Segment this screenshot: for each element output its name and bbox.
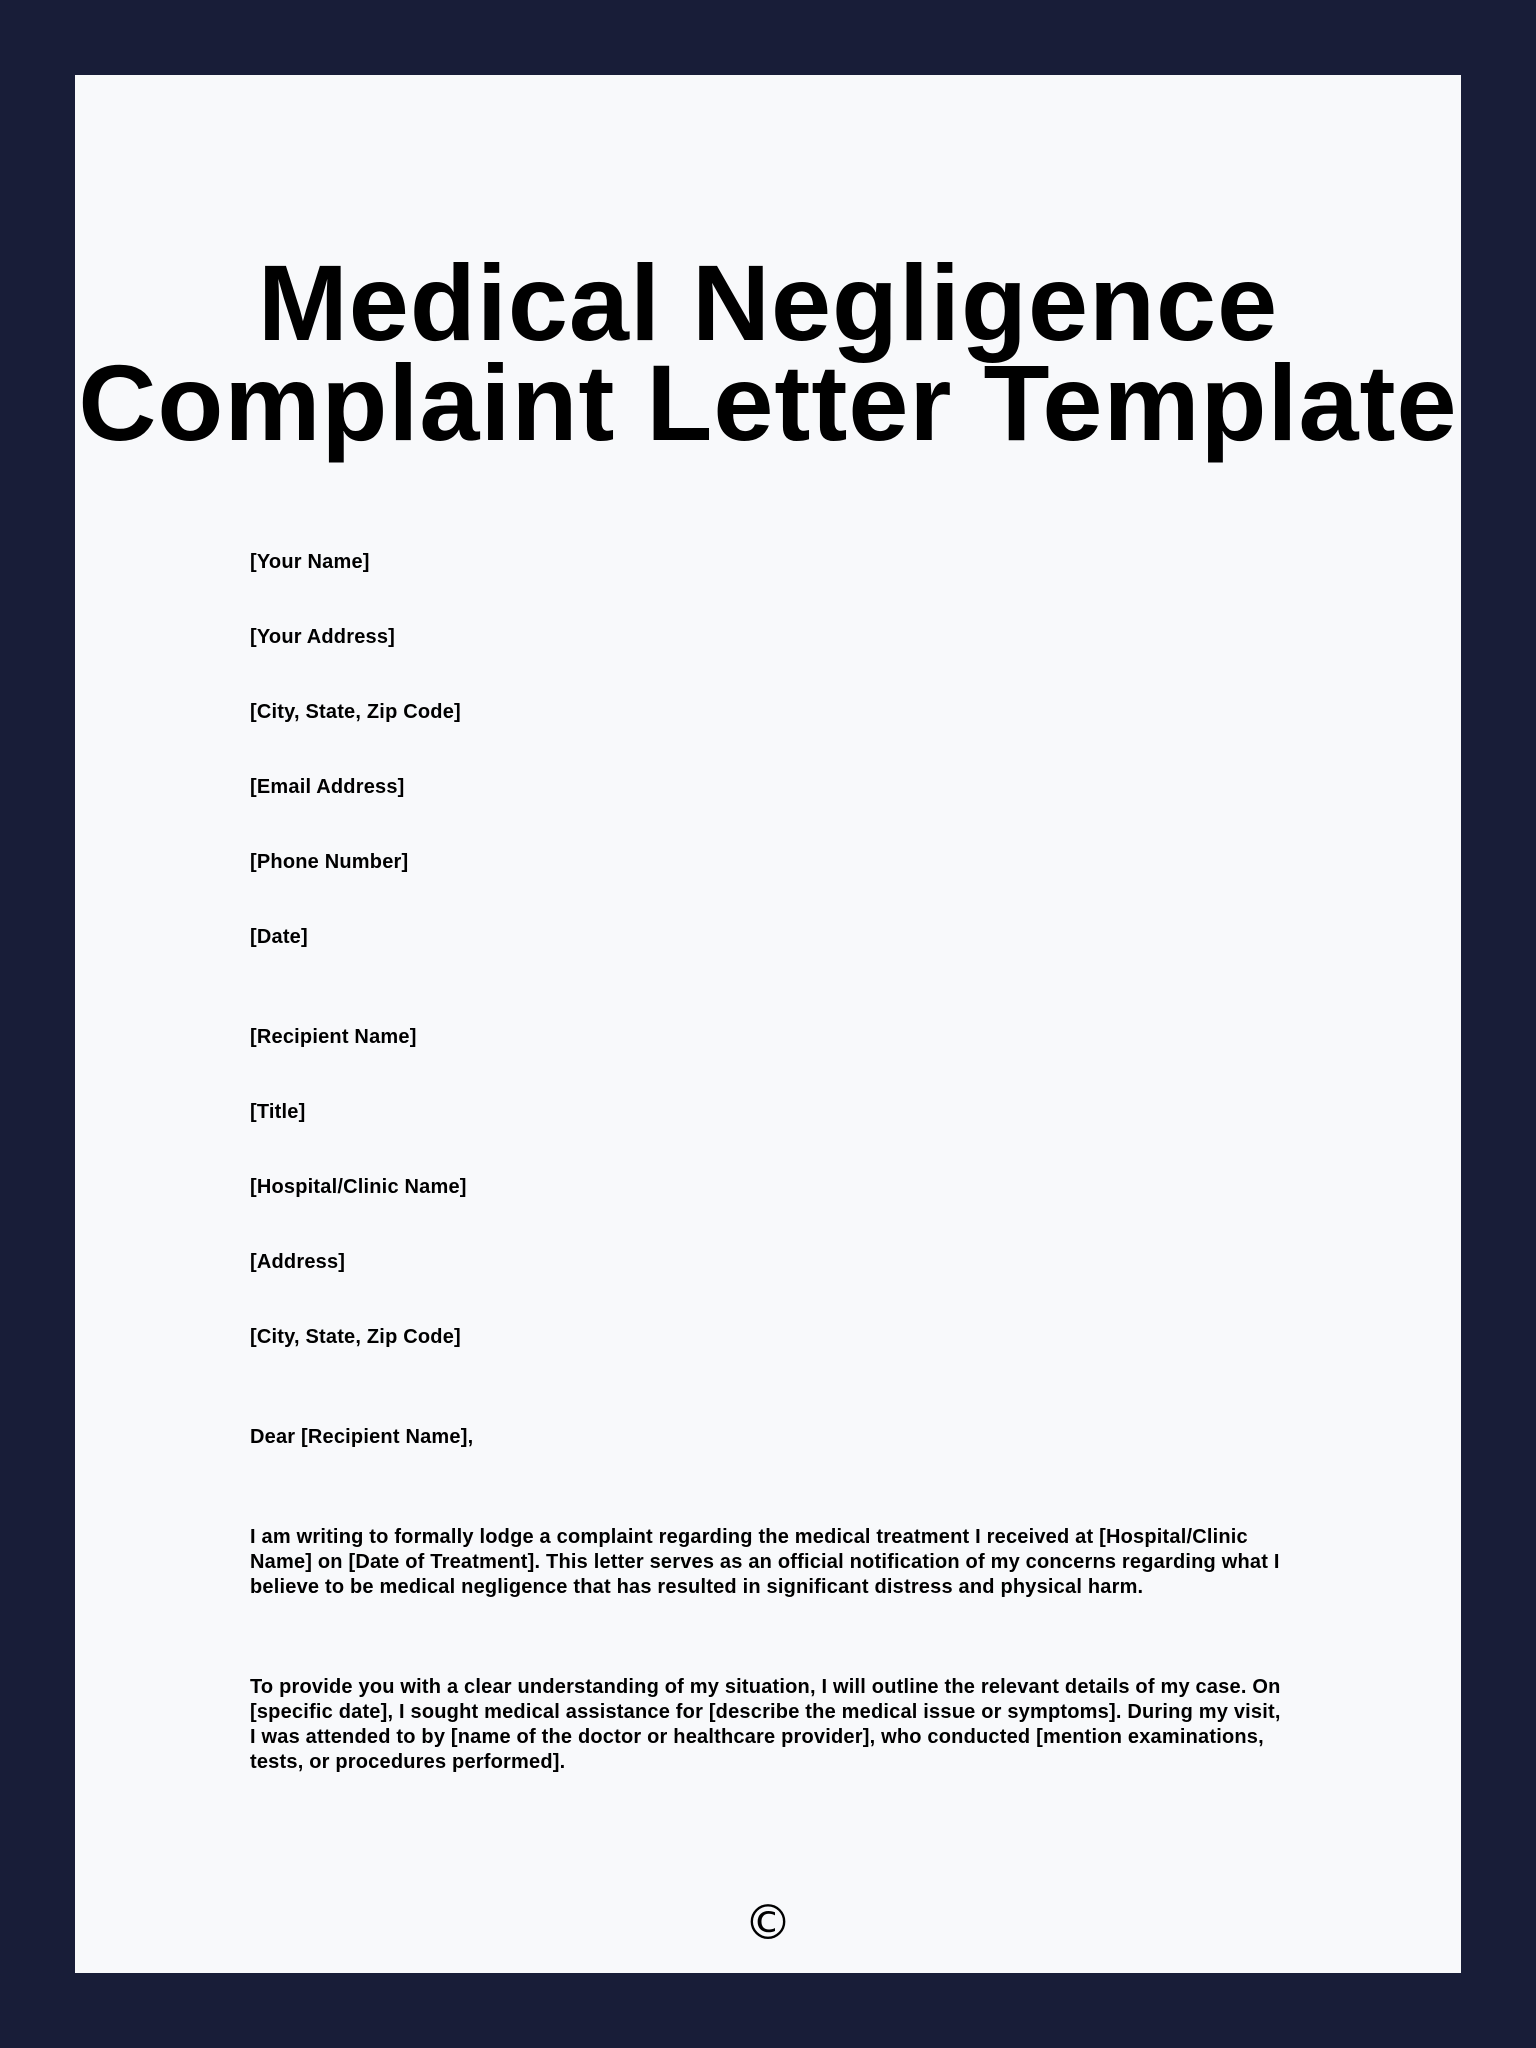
body-paragraph-1: I am writing to formally lodge a complaint regarding the medical treatment I received at [Hospital/Clinic Name] on [Date of Treatment]. This letter serves as an official notification of my concerns regarding what I believe to be medical negligence that has resulted in significant distress and physical harm. bbox=[250, 1526, 1280, 1598]
recipient-organization: [Hospital/Clinic Name] bbox=[250, 1176, 467, 1198]
recipient-address: [Address] bbox=[250, 1251, 346, 1273]
sender-city-state-zip: [City, State, Zip Code] bbox=[250, 701, 461, 723]
sender-name: [Your Name] bbox=[250, 551, 370, 573]
document-title bbox=[75, 242, 1461, 463]
copyright-icon: © bbox=[744, 1895, 792, 1951]
sender-address: [Your Address] bbox=[250, 626, 396, 648]
salutation: Dear [Recipient Name], bbox=[250, 1426, 474, 1448]
title-line-1: Medical Negligence bbox=[257, 242, 1279, 363]
sender-phone: [Phone Number] bbox=[250, 851, 409, 873]
letter-date: [Date] bbox=[250, 926, 308, 948]
recipient-title: [Title] bbox=[250, 1101, 306, 1123]
title-line-2: Complaint Letter Template bbox=[78, 342, 1458, 463]
recipient-city-state-zip: [City, State, Zip Code] bbox=[250, 1326, 461, 1348]
sender-email: [Email Address] bbox=[250, 776, 405, 798]
recipient-name: [Recipient Name] bbox=[250, 1026, 417, 1048]
document-page bbox=[75, 75, 1461, 1973]
body-paragraph-2: To provide you with a clear understanding of my situation, I will outline the relevant details of my case. On [specific date], I sought medical assistance for [describe the medical issue or symptoms]. During my visit, I was attended to by [name of the doctor or healthcare provider], who conducted [mention examinations, tests, or procedures performed]. bbox=[250, 1676, 1281, 1773]
